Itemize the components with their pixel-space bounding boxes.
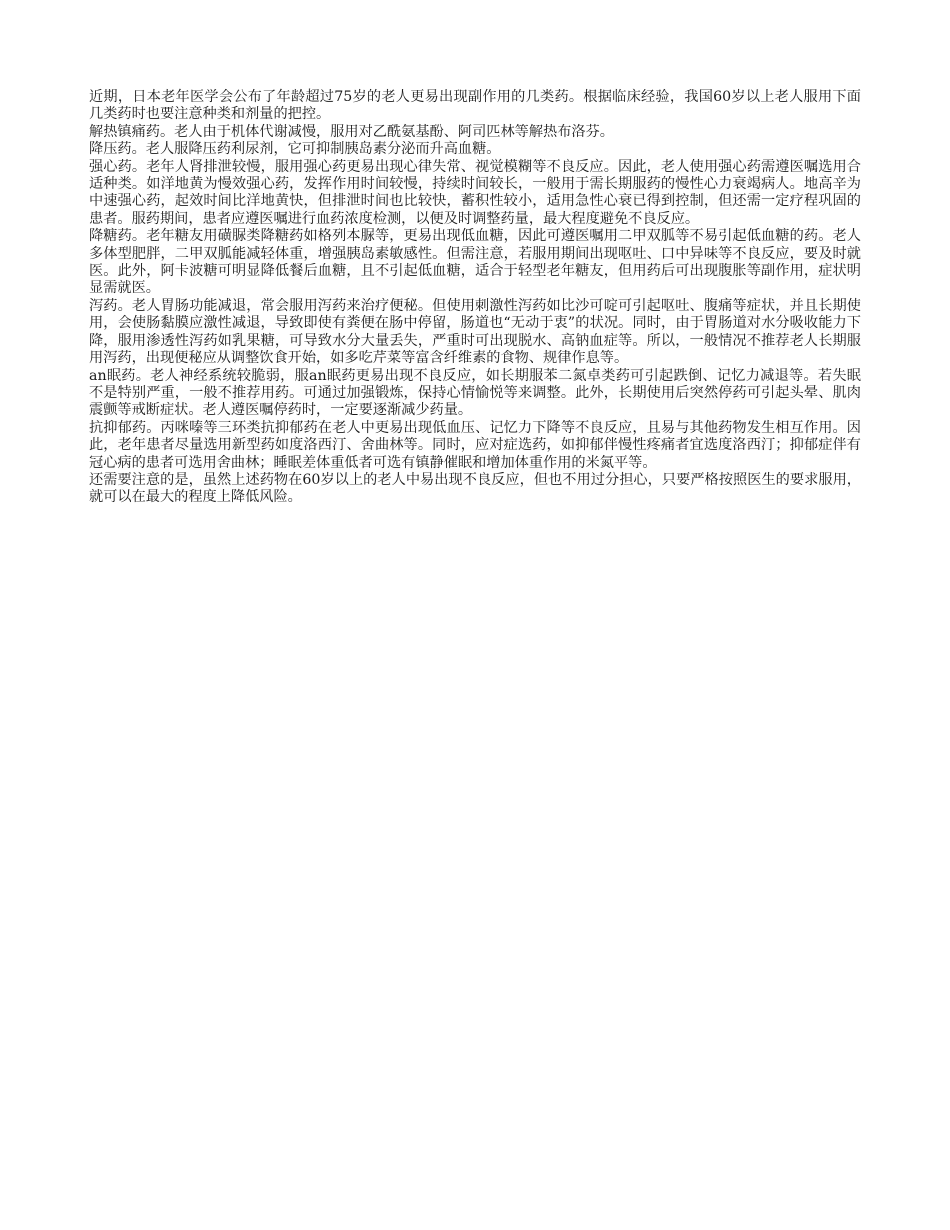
- paragraph-intro: 近期，日本老年医学会公布了年龄超过75岁的老人更易出现副作用的几类药。根据临床经验，我国60岁以上老人服用下面几类药时也要注意种类和剂量的把控。: [89, 89, 861, 123]
- paragraph-antihypertensives: 降压药。老人服降压药利尿剂，它可抑制胰岛素分泌而升高血糖。: [89, 141, 501, 158]
- paragraph-cardiotonics: 强心药。老年人肾排泄较慢，服用强心药更易出现心律失常、视觉模糊等不良反应。因此，老人使用强心药需遵医嘱选用合适种类。如洋地黄为慢效强心药，发挥作用时间较慢，持续时间较长，一般用于需长期服药的慢性心力衰竭病人。地高辛为中速强心药，起效时间比洋地黄快，但排泄时间也比较快，蓄积性较小，适用急性心衰已得到控制，但还需一定疗程巩固的患者。服药期间，患者应遵医嘱进行血药浓度检测，以便及时调整药量，最大程度避免不良反应。: [89, 158, 861, 227]
- paragraph-laxatives: 泻药。老人胃肠功能减退，常会服用泻药来治疗便秘。但使用刺激性泻药如比沙可啶可引起呕吐、腹痛等症状，并且长期使用，会使肠黏膜应激性减退，导致即使有粪便在肠中停留，肠道也“无动于衷”的状况。同时，由于胃肠道对水分吸收能力下降，服用渗透性泻药如乳果糖，可导致水分大量丢失，严重时可出现脱水、高钠血症等。所以，一般情况不推荐老人长期服用泻药，出现便秘应从调整饮食开始，如多吃芹菜等富含纤维素的食物、规律作息等。: [89, 297, 861, 367]
- paragraph-conclusion: 还需要注意的是，虽然上述药物在60岁以上的老人中易出现不良反应，但也不用过分担心，只要严格按照医生的要求服用，就可以在最大的程度上降低风险。: [89, 471, 861, 506]
- paragraph-antipyretic-analgesics: 解热镇痛药。老人由于机体代谢减慢，服用对乙酰氨基酚、阿司匹林等解热布洛芬。: [89, 123, 614, 140]
- paragraph-hypoglycemics: 降糖药。老年糖友用磺脲类降糖药如格列本脲等，更易出现低血糖，因此可遵医嘱用二甲双胍等不易引起低血糖的药。老人多体型肥胖，二甲双胍能减轻体重，增强胰岛素敏感性。但需注意，若服用期间出现呕吐、口中异味等不良反应，要及时就医。此外，阿卡波糖可明显降低餐后血糖，且不引起低血糖，适合于轻型老年糖友，但用药后可出现腹胀等副作用，症状明显需就医。: [89, 228, 861, 297]
- article-body: [89, 89, 861, 507]
- paragraph-sleeping-pills: an眠药。老人神经系统较脆弱，服an眠药更易出现不良反应，如长期服苯二氮卓类药可引起跌倒、记忆力减退等。若失眠不是特别严重，一般不推荐用药。可通过加强锻炼，保持心情愉悦等来调整。此外，长期使用后突然停药可引起头晕、肌肉震颤等戒断症状。老人遵医嘱停药时，一定要逐渐减少药量。: [89, 367, 861, 419]
- paragraph-antidepressants: 抗抑郁药。丙咪嗪等三环类抗抑郁药在老人中更易出现低血压、记忆力下降等不良反应，且易与其他药物发生相互作用。因此，老年患者尽量选用新型药如度洛西汀、舍曲林等。同时，应对症选药，如抑郁伴慢性疼痛者宜选度洛西汀；抑郁症伴有冠心病的患者可选用舍曲林；睡眠差体重低者可选有镇静催眠和增加体重作用的米氮平等。: [89, 419, 861, 471]
